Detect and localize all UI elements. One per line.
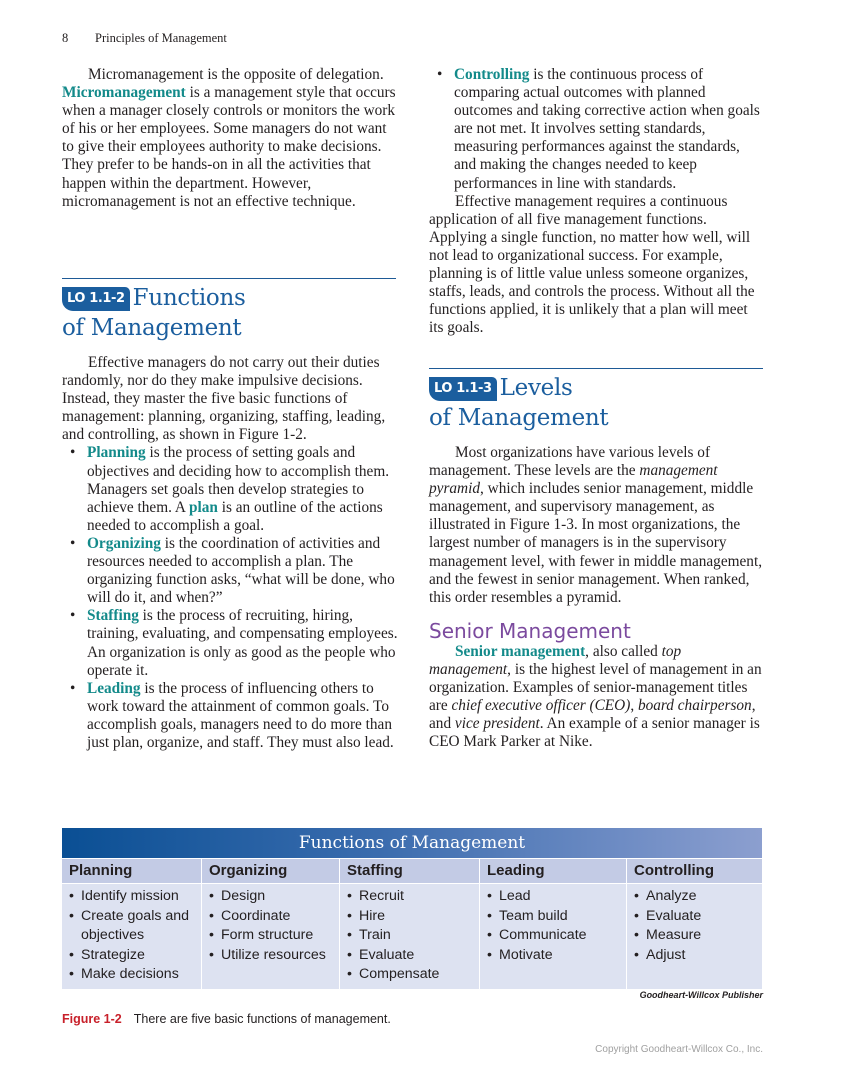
figure-column-controlling: [627, 859, 762, 989]
page-number: 8: [62, 31, 69, 45]
functions-body: [62, 354, 398, 752]
list-item: • Hire: [347, 907, 479, 927]
list-item: • Team build: [487, 907, 626, 927]
right-column: [429, 66, 765, 337]
levels-paragraph: Most organizations have various levels of management. These levels are the management pyramid, which includes senior management, middle management, and supervisory management, as illustrated in Figure 1-3. In most organizations, the largest number of managers is in the supervisory management level, with fewer in middle management, and the fewest in senior management. When ranked, this order resembles a pyramid.: [429, 444, 763, 606]
list-item: • Strategize: [69, 946, 201, 966]
list-item: • Design: [209, 887, 339, 907]
list-item: • Make decisions: [69, 965, 201, 985]
list-item: • Identify mission: [69, 887, 201, 907]
section-heading: LO 1.1-2 Functions of Management: [62, 285, 246, 341]
book-title: Principles of Management: [95, 31, 227, 45]
list-item: • Staffing is the process of recruiting, hiring, training, evaluating, and compensating employees. An organization is only as good as the people who operate it.: [62, 607, 398, 679]
list-item: • Communicate: [487, 926, 626, 946]
list-item: • Planning is the process of setting goals and objectives and deciding how to accomplish them. Managers set goals then develop strategies to achieve them. A plan is an outline of the actions needed to accomplish a goal.: [62, 444, 398, 534]
list-item: • Train: [347, 926, 479, 946]
figure-grid: [62, 858, 762, 989]
levels-body: [429, 444, 765, 751]
caption-text: There are five basic functions of management.: [133, 1012, 391, 1026]
key-term: Micromanagement: [62, 84, 186, 102]
section-heading: LO 1.1-3 Levels of Management: [429, 375, 609, 431]
column-header: Leading: [480, 859, 626, 884]
functions-list: [62, 444, 398, 752]
list-item: • Measure: [634, 926, 762, 946]
list-item: • Evaluate: [347, 946, 479, 966]
intro-paragraph: Micromanagement is the opposite of delegation. Micromanagement is a management style that occurs when a manager closely controls or monitors the work of his or her employees. Some managers do not want to give their employees authority to make decisions. They prefer to be hands-on in all the activities that happen within the department. However, micromanagement is not an effective technique.: [62, 66, 396, 210]
figure-column-organizing: [202, 859, 340, 989]
figure-column-leading: [480, 859, 627, 989]
list-item: • Create goals and objectives: [69, 907, 201, 946]
column-header: Staffing: [340, 859, 479, 884]
effective-management-paragraph: Effective management requires a continuous application of all five management functions. Applying a single function, no matter how well, will not lead to organizational success. For example, planning is of little value unless someone organizes, staffs, leads, and controls the process. Without all the functions applied, it is unlikely that a plan will meet its goals.: [429, 192, 755, 337]
list-item: • Lead: [487, 887, 626, 907]
column-header: Controlling: [627, 859, 762, 884]
list-item: • Analyze: [634, 887, 762, 907]
figure-column-planning: [62, 859, 202, 989]
section-rule: [62, 278, 396, 279]
list-item: • Controlling is the continuous process of comparing actual outcomes with planned outcomes and taking corrective action when goals are not met. It involves setting standards, measuring performances against the standards, and making the changes needed to keep performances in line with standards.: [429, 66, 765, 193]
senior-management-paragraph: Senior management, also called top management, is the highest level of management in an organization. Examples of senior-management titles are chief executive officer (CEO), board chairperson, and vice president. An example of a senior manager is CEO Mark Parker at Nike.: [429, 642, 762, 751]
section-functions-of-management: [62, 278, 396, 343]
list-item: • Compensate: [347, 965, 479, 985]
controlling-list: [429, 66, 765, 193]
figure-functions-table: [62, 828, 762, 989]
left-column: [62, 66, 398, 211]
list-item: • Leading is the process of influencing others to work toward the attainment of common goals. To accomplish goals, managers need to do more than just plan, organize, and staff. They must also lead.: [62, 680, 398, 752]
subheading-senior-management: Senior Management: [429, 618, 631, 643]
figure-label: Figure 1-2: [62, 1012, 122, 1026]
figure-caption: [62, 1012, 391, 1026]
list-item: • Evaluate: [634, 907, 762, 927]
section-rule: [429, 368, 763, 369]
list-item: • Utilize resources: [209, 946, 339, 966]
functions-paragraph: Effective managers do not carry out their duties randomly, nor do they make impulsive decisions. Instead, they master the five basic functions of management: planning, organizing, staffing, leading, and controlling, as shown in Figure 1-2.: [62, 354, 386, 444]
column-header: Organizing: [202, 859, 339, 884]
column-header: Planning: [62, 859, 201, 884]
list-item: • Adjust: [634, 946, 762, 966]
section-levels-of-management: [429, 368, 763, 433]
list-item: • Motivate: [487, 946, 626, 966]
figure-title: Functions of Management: [62, 828, 762, 858]
copyright-footer: Copyright Goodheart-Willcox Co., Inc.: [595, 1044, 763, 1055]
list-item: • Form structure: [209, 926, 339, 946]
running-head: [62, 31, 227, 46]
figure-credit: Goodheart-Willcox Publisher: [639, 990, 763, 1000]
list-item: • Coordinate: [209, 907, 339, 927]
list-item: • Organizing is the coordination of activities and resources needed to accomplish a plan. The organizing function asks, “what will be done, who will do it, and when?”: [62, 535, 398, 607]
list-item: • Recruit: [347, 887, 479, 907]
lo-badge: LO 1.1-3: [429, 377, 497, 401]
figure-column-staffing: [340, 859, 480, 989]
lo-badge: LO 1.1-2: [62, 287, 130, 311]
